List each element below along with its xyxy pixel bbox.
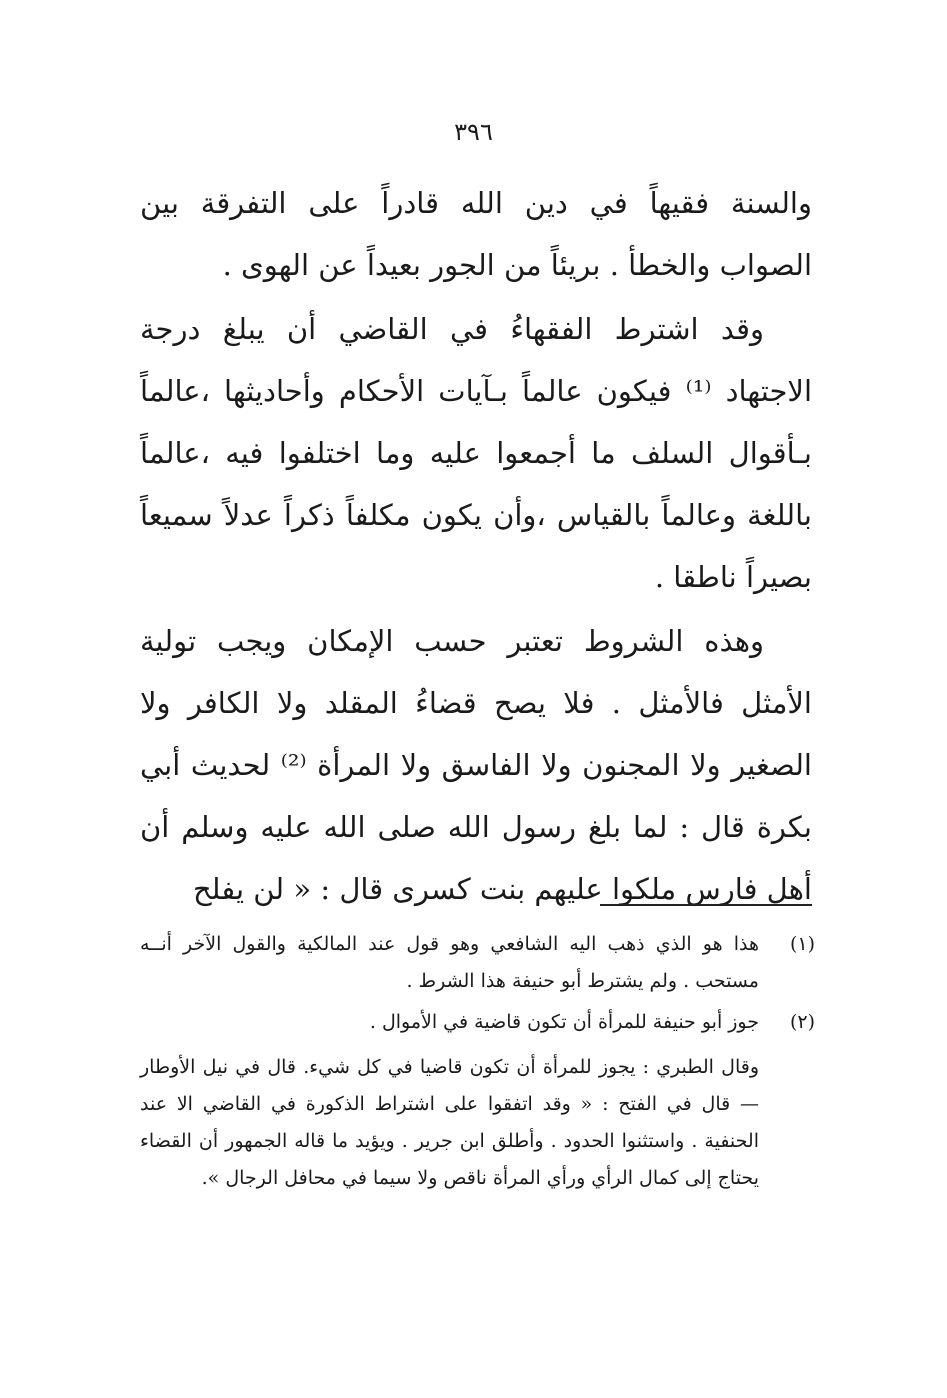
footnote-text: جوز أبو حنيفة للمرأة أن تكون قاضية في الأموال . (369, 1011, 759, 1033)
page-number: ٣٩٦ (454, 118, 493, 146)
paragraph-1: والسنة فقيهاً في دين الله قادراً على التفرقة بين الصواب والخطأ . بريئاً من الجور بعيداً عن الهوى . (140, 186, 812, 282)
footnote-2-continuation: وقال الطبري : يجوز للمرأة أن تكون قاضيا في كل شيء. قال في نيل الأوطار — قال في الفتح : « وقد اتفقوا على اشتراط الذكورة في القاضي الا عند الحنفية . واستثنوا الحدود . وأطلق ابن جرير . ويؤيد ما قاله الجمهور أن القضاء يحتاج إلى كمال الرأي ورأي المرأة ناقص ولا سيما في محافل الرجال ». (140, 1056, 759, 1189)
footnote-text: هذا هو الذي ذهب اليه الشافعي وهو قول عند المالكية والقول الآخر أنــه مستحب . ولم يشترط أبو حنيفة هذا الشرط . (140, 933, 759, 992)
footnote-divider (600, 904, 812, 906)
footnote-number: (١) (789, 933, 815, 955)
footnote-1 (140, 926, 815, 1000)
paragraph-2: وقد اشترط الفقهاءُ في القاضي أن يبلغ درجة الاجتهاد ⁽¹⁾ فيكون عالماً بـآيات الأحكام وأحاديثها ،عالماً بـأقوال السلف ما أجمعوا عليه وما اختلفوا فيه ،عالماً باللغة وعالماً بالقياس ،وأن يكون مكلفاً ذكراً عدلاً سميعاً بصيراً ناطقا . (140, 312, 813, 594)
footnotes-section (140, 926, 815, 1197)
footnote-2 (140, 1004, 815, 1041)
main-text-body (140, 172, 812, 920)
footnote-number: (٢) (789, 1011, 815, 1033)
paragraph-3: وهذه الشروط تعتبر حسب الإمكان ويجب تولية الأمثل فالأمثل . فلا يصح قضاءُ المقلد ولا الكافر ولا الصغير ولا المجنون ولا الفاسق ولا المرأة ⁽²⁾ لحديث أبي بكرة قال : لما بلغ رسول الله صلى الله عليه وسلم أن أهل فارس ملكوا عليهم بنت كسرى قال : « لن يفلح (140, 624, 812, 906)
